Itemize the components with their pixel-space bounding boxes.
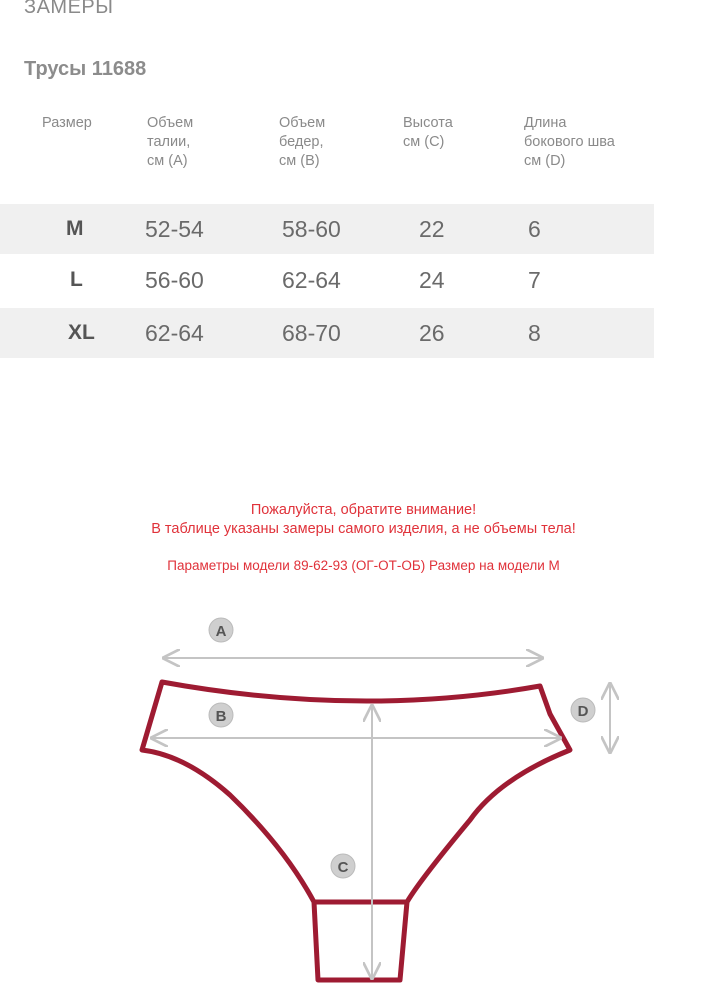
size-cell: L: [70, 268, 83, 291]
side-cell: 6: [528, 216, 541, 242]
header-side: Длина бокового шва см (D): [524, 115, 615, 169]
notice-line-2: В таблице указаны замеры самого изделия, а не объемы тела!: [151, 521, 576, 537]
garment-outline: [142, 682, 570, 980]
height-cell: 24: [419, 267, 445, 293]
waist-cell: 52-54: [145, 216, 204, 242]
hips-cell: 58-60: [282, 216, 341, 242]
measurement-diagram: [0, 600, 727, 1000]
size-cell: XL: [68, 321, 95, 344]
badge-a-label: A: [215, 623, 227, 640]
table-row: [0, 204, 654, 254]
product-title: Трусы 11688: [24, 58, 147, 80]
badge-b-label: B: [215, 708, 227, 725]
hips-cell: 68-70: [282, 320, 341, 346]
header-waist: Объем талии, см (A): [147, 115, 194, 169]
badge-b: [209, 703, 233, 727]
badge-c: [331, 854, 355, 878]
waist-cell: 56-60: [145, 267, 204, 293]
hips-cell: 62-64: [282, 267, 341, 293]
height-cell: 26: [419, 320, 445, 346]
notice-line-1: Пожалуйста, обратите внимание!: [250, 502, 477, 518]
side-cell: 8: [528, 320, 541, 346]
size-cell: M: [66, 217, 84, 240]
badge-d: [571, 698, 595, 722]
badge-d-label: D: [577, 703, 589, 720]
height-cell: 22: [419, 216, 445, 242]
table-row: [0, 308, 654, 358]
badge-a: [209, 618, 233, 642]
badge-c-label: C: [337, 859, 349, 876]
header-hips: Объем бедер, см (B): [279, 115, 326, 169]
waist-cell: 62-64: [145, 320, 204, 346]
header-size: Размер: [42, 115, 92, 131]
header-height: Высота см (C): [403, 115, 453, 150]
model-params: Параметры модели 89-62-93 (ОГ-ОТ-ОБ) Размер на модели М: [167, 558, 560, 573]
side-cell: 7: [528, 267, 541, 293]
section-title: ЗАМЕРЫ: [24, 0, 114, 18]
table-row: [0, 255, 654, 305]
